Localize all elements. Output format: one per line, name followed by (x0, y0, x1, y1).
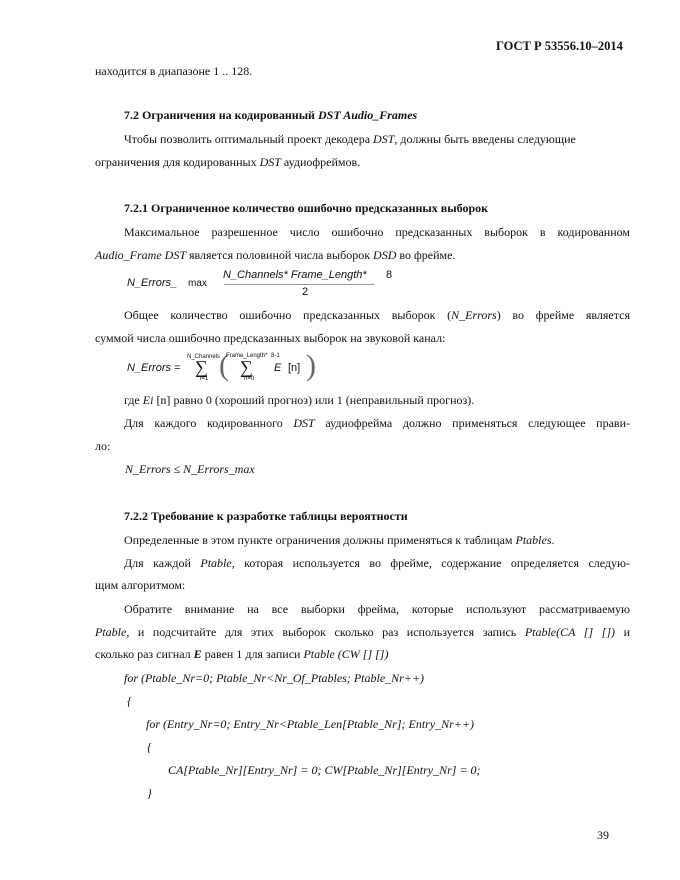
code-line: for (Ptable_Nr=0; Ptable_Nr<Nr_Of_Ptables; Ptable_Nr++) (124, 671, 425, 685)
term-audio-frame: Audio_Frame DST (95, 248, 186, 262)
sigma-icon: ∑ (195, 357, 208, 377)
text-line (124, 556, 630, 571)
text-span: Чтобы позволить оптимальный проект декодера (124, 132, 374, 146)
code-line: CA[Ptable_Nr][Entry_Nr] = 0; CW[Ptable_Nr][Entry_Nr] = 0; (168, 763, 481, 777)
text-line (95, 248, 455, 263)
text-line: суммой числа ошибочно предсказанных выборок на звуковой канал: (95, 331, 446, 345)
text-span: Для каждого кодированного (124, 416, 294, 430)
formula-lhs: N_Errors = (127, 362, 181, 374)
code-line: for (Entry_Nr=0; Entry_Nr<Ptable_Len[Ptable_Nr]; Entry_Nr++) (146, 717, 475, 731)
text-line: щим алгоритмом: (95, 578, 186, 592)
text-line (124, 416, 630, 431)
term-ptables: Ptables (515, 533, 552, 547)
text-span: Для каждой (124, 556, 201, 570)
text-span: [n] (153, 393, 171, 407)
text-span: . (551, 533, 555, 547)
term-e: E (193, 647, 202, 661)
section-heading-7-2-1: 7.2.1 Ограниченное количество ошибочно предсказанных выборок (124, 201, 489, 215)
text-span: , должны быть введены следующие (394, 132, 576, 146)
text-line (95, 647, 388, 662)
standard-header: ГОСТ Р 53556.10–2014 (496, 39, 623, 53)
text-line: находится в диапазоне 1 .. 128. (95, 64, 253, 78)
code-line: { (147, 740, 152, 754)
text-span: аудиофрейма должно применяться следующее прави- (314, 416, 631, 430)
sum-upper: 8-1 (271, 353, 280, 359)
formula-denominator: 2 (302, 286, 309, 298)
code-line: } (147, 786, 152, 800)
text-line (95, 625, 630, 640)
sum-upper: N_Channels (187, 354, 221, 360)
sigma-icon: ∑ (240, 357, 253, 377)
sum-lower: i=1 (200, 376, 209, 382)
formula-numerator: N_Channels* Frame_Length* (223, 269, 367, 281)
term-ptable: Ptable (200, 556, 232, 570)
text-span: равен 1 для записи (201, 647, 304, 661)
text-span: , которая используется во фрейме, содержание определяется следую- (231, 556, 630, 570)
page-number: 39 (597, 828, 609, 842)
text-span: и (615, 625, 630, 639)
text-span: во фрейме. (396, 248, 456, 262)
formula-e: E (274, 362, 282, 374)
heading-italic: DST Audio_Frames (317, 108, 418, 122)
text-line (124, 533, 555, 548)
text-span: равно 0 (хороший прогноз) или 1 (неправильный прогноз). (170, 393, 475, 407)
text-span: Общее количество ошибочно предсказанных выборок ( (124, 308, 452, 322)
term-ptable-cw: Ptable (CW [] []) (303, 647, 389, 661)
term-ei: Ei (142, 393, 154, 407)
text-line (124, 393, 474, 408)
section-heading-7-2-2: 7.2.2 Требование к разработке таблицы вероятности (124, 509, 408, 523)
text-span: , и подсчитайте для этих выборок сколько раз используется запись (126, 625, 525, 639)
formula-lhs: N_Errors_ (127, 277, 178, 289)
left-paren-icon: ( (219, 349, 229, 382)
text-span: сколько раз сигнал (95, 647, 194, 661)
fraction-bar (224, 284, 374, 285)
text-span: где (124, 393, 143, 407)
formula-index: [n] (288, 362, 301, 374)
formula-inequality: N_Errors ≤ N_Errors_max (125, 462, 255, 476)
term-n-errors: N_Errors (451, 308, 497, 322)
text-line: Максимальное разрешенное число ошибочно предсказанных выборок в кодированном (124, 225, 630, 239)
text-span: Определенные в этом пункте ограничения должны применяться к таблицам (124, 533, 516, 547)
text-span: является половиной числа выборок (186, 248, 374, 262)
term-dst: DST (373, 132, 395, 146)
right-paren-icon: ) (306, 349, 316, 382)
code-line: { (127, 694, 132, 708)
text-line (124, 132, 576, 147)
sum-lower: n=0 (244, 376, 255, 382)
text-line: Обратите внимание на все выборки фрейма, которые используют рассматриваемую (124, 602, 630, 616)
text-span: ) во фрейме является (496, 308, 630, 322)
formula-max: max (188, 278, 207, 289)
text-span: ограничения для кодированных (95, 155, 260, 169)
text-span: аудиофреймов. (280, 155, 361, 169)
heading-text: 7.2 Ограничения на кодированный (124, 108, 318, 122)
formula-eight: 8 (386, 269, 393, 281)
text-line (95, 155, 360, 170)
section-heading-7-2 (124, 108, 417, 123)
sum-upper: Frame_Length* (226, 353, 268, 359)
term-dst: DST (293, 416, 315, 430)
text-line: ло: (95, 439, 111, 453)
term-ptable: Ptable (95, 625, 127, 639)
text-line (124, 308, 630, 323)
term-dst: DST (259, 155, 281, 169)
term-dsd: DSD (373, 248, 397, 262)
term-ptable-ca: Ptable(CA [] []) (524, 625, 616, 639)
